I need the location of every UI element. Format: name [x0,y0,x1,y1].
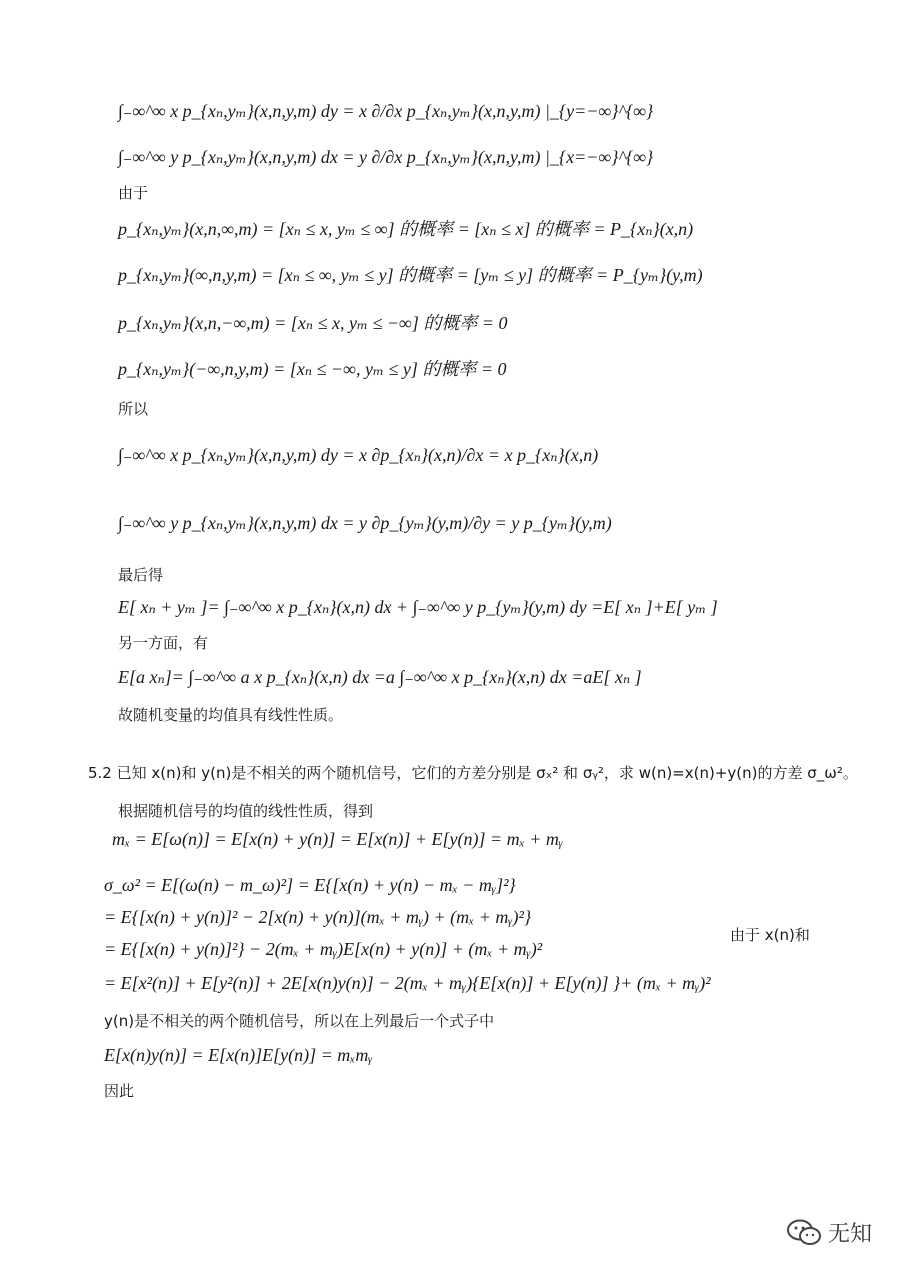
eq-prob-4: p_{xₙ,yₘ}(−∞,n,y,m) = [xₙ ≤ −∞, yₘ ≤ y] 的概率 = 0 [118,359,507,379]
eq-variance-1: σ_ω² = E[(ω(n) − m_ω)²] = E{[x(n) + y(n) − mₓ − mᵧ]²} [104,875,516,895]
eq-variance-2: = E{[x(n) + y(n)]² − 2[x(n) + y(n)](mₓ + mᵧ) + (mₓ + mᵧ)²} [104,907,532,927]
text-genju: 根据随机信号的均值的线性性质，得到 [118,802,374,820]
eq-prob-1: p_{xₙ,yₘ}(x,n,∞,m) = [xₙ ≤ x, yₘ ≤ ∞] 的概率 = [xₙ ≤ x] 的概率 = P_{xₙ}(x,n) [118,219,694,239]
eq-variance-4: = E[x²(n)] + E[y²(n)] + 2E[x(n)y(n)] − 2(mₓ + mᵧ){E[x(n)] + E[y(n)] }+ (mₓ + mᵧ)² [104,973,711,993]
watermark-text: 无知 [827,1222,872,1247]
problem-5-2: 5.2 已知 x(n)和 y(n)是不相关的两个随机信号，它们的方差分别是 σₓ² 和 σᵧ²，求 w(n)=x(n)+y(n)的方差 σ_ω²。 [88,764,858,782]
watermark [786,1217,872,1248]
eq-prob-2: p_{xₙ,yₘ}(∞,n,y,m) = [xₙ ≤ ∞, yₘ ≤ y] 的概率 = [yₘ ≤ y] 的概率 = P_{yₘ}(y,m) [118,265,703,285]
eq-cross-mean: E[x(n)y(n)] = E[x(n)]E[y(n)] = mₓmᵧ [104,1045,373,1065]
text-suoyi: 所以 [118,400,149,418]
text-youyu-xn: 由于 x(n)和 [730,926,810,944]
text-conclusion: 故随机变量的均值具有线性性质。 [118,706,344,724]
eq-linearity-scale: E[a xₙ]= ∫₋∞^∞ a x p_{xₙ}(x,n) dx =a ∫₋∞^∞ x p_{xₙ}(x,n) dx =aE[ xₙ ] [118,667,642,687]
text-youyu: 由于 [118,184,149,202]
text-zuihou: 最后得 [118,566,164,584]
eq-integral-y: ∫₋∞^∞ y p_{xₙ,yₘ}(x,n,y,m) dx = y ∂/∂x p_{xₙ,yₘ}(x,n,y,m) |_{x=−∞}^{∞} [118,147,654,167]
eq-prob-3: p_{xₙ,yₘ}(x,n,−∞,m) = [xₙ ≤ x, yₘ ≤ −∞] 的概率 = 0 [118,313,508,333]
eq-mean: mₓ = E[ω(n)] = E[x(n) + y(n)] = E[x(n)] + E[y(n)] = mₓ + mᵧ [112,829,564,849]
eq-integral-x: ∫₋∞^∞ x p_{xₙ,yₘ}(x,n,y,m) dy = x ∂/∂x p_{xₙ,yₘ}(x,n,y,m) |_{y=−∞}^{∞} [118,101,654,121]
eq-linearity-sum: E[ xₙ + yₘ ]= ∫₋∞^∞ x p_{xₙ}(x,n) dx + ∫₋∞^∞ y p_{yₘ}(y,m) dy =E[ xₙ ]+E[ yₘ ] [118,597,718,617]
eq-marginal-y: ∫₋∞^∞ y p_{xₙ,yₘ}(x,n,y,m) dx = y ∂p_{yₘ}(y,m)/∂y = y p_{yₘ}(y,m) [118,513,612,533]
wechat-icon [786,1218,822,1248]
text-lingyifangmian: 另一方面，有 [118,634,209,652]
eq-variance-3: = E{[x(n) + y(n)]²} − 2(mₓ + mᵧ)E[x(n) + y(n)] + (mₓ + mᵧ)² [104,939,543,959]
text-yinci: 因此 [104,1082,135,1100]
eq-marginal-x: ∫₋∞^∞ x p_{xₙ,yₘ}(x,n,y,m) dy = x ∂p_{xₙ}(x,n)/∂x = x p_{xₙ}(x,n) [118,445,599,465]
text-buxiangguan: y(n)是不相关的两个随机信号，所以在上列最后一个式子中 [104,1012,495,1030]
